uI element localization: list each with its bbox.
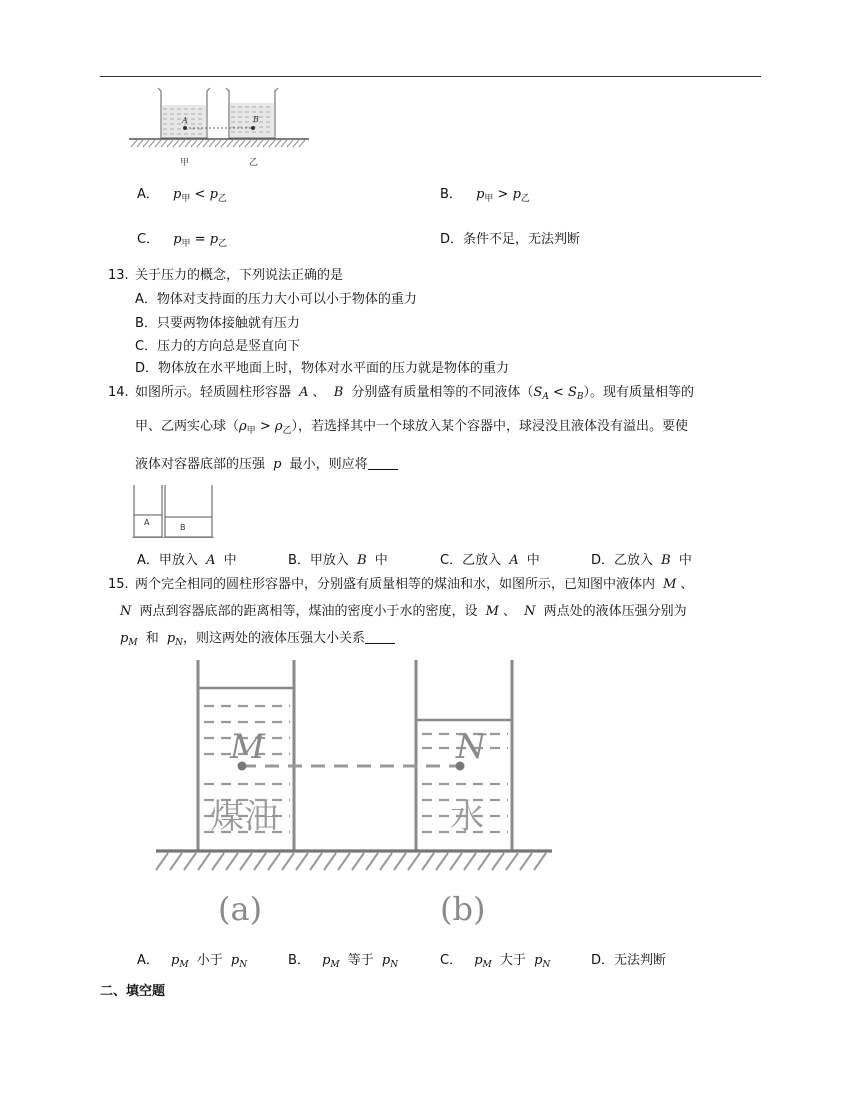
option-text: 无法判断 xyxy=(614,953,667,968)
text-run: 和 xyxy=(145,631,159,646)
math-symbol: p xyxy=(173,187,182,202)
option-text: 小于 xyxy=(196,953,223,968)
math-subscript: M xyxy=(330,960,340,970)
math-subscript: 甲 xyxy=(181,239,191,249)
math-subscript: 乙 xyxy=(282,426,292,436)
text-run: 、 xyxy=(680,577,694,592)
q12-option-a[interactable] xyxy=(137,186,227,208)
math-operator: < xyxy=(194,187,206,202)
q15-point-n-label: N xyxy=(456,727,486,767)
math-subscript: A xyxy=(542,392,549,402)
math-subscript: N xyxy=(542,960,551,970)
option-key: A． xyxy=(137,187,159,202)
math-var: M xyxy=(485,604,499,619)
q12-option-b[interactable] xyxy=(440,186,530,208)
q14-line-3 xyxy=(135,456,398,474)
option-text: 大于 xyxy=(499,953,526,968)
math-subscript: 甲 xyxy=(246,426,256,436)
math-var: B xyxy=(333,385,344,400)
math-symbol: p xyxy=(171,953,180,968)
math-subscript: 乙 xyxy=(217,194,227,204)
math-subscript: 甲 xyxy=(484,194,494,204)
option-key: A． xyxy=(137,953,159,968)
q15-number: 15. xyxy=(108,577,129,592)
q15-caption-a: (a) xyxy=(218,890,263,928)
math-var: A xyxy=(206,553,216,568)
section-title: 二、填空题 xyxy=(100,984,166,999)
text-run: 如图所示。轻质圆柱形容器 xyxy=(135,385,292,400)
math-var: N xyxy=(120,604,132,619)
q12-caption-jia: 甲 xyxy=(180,158,190,168)
option-text: 甲放入 xyxy=(309,553,349,568)
q15-line-3 xyxy=(120,630,395,652)
option-key: B． xyxy=(288,553,310,568)
option-key: D． xyxy=(591,553,615,568)
q15-caption-b: (b) xyxy=(440,890,486,928)
math-subscript: M xyxy=(179,960,189,970)
math-subscript: M xyxy=(128,638,138,648)
answer-blank[interactable] xyxy=(365,630,395,644)
header-rule xyxy=(100,76,761,77)
option-text: 等于 xyxy=(347,953,374,968)
text-run: ，则这两处的液体压强大小关系 xyxy=(183,631,366,646)
math-operator: = xyxy=(194,232,206,247)
option-key: C． xyxy=(440,953,463,968)
math-symbol: p xyxy=(474,953,483,968)
option-key: C． xyxy=(440,553,463,568)
option-text: 中 xyxy=(678,553,692,568)
text-run: 、 xyxy=(502,604,516,619)
q12-beakers-figure xyxy=(125,82,315,172)
math-var: A xyxy=(299,385,309,400)
q13-number: 13. xyxy=(108,268,129,283)
q14-container-a-label: A xyxy=(144,518,150,527)
option-key: B． xyxy=(440,187,462,202)
q12-point-b-label: B xyxy=(253,115,259,124)
q13-option-b[interactable]: B．只要两物体接触就有压力 xyxy=(135,316,300,331)
text-run: 、 xyxy=(312,385,326,400)
option-text: 乙放入 xyxy=(614,553,654,568)
q12-option-c[interactable] xyxy=(137,231,227,253)
q12-option-d[interactable] xyxy=(440,231,580,249)
q13-option-d[interactable]: D．物体放在水平地面上时，物体对水平面的压力就是物体的重力 xyxy=(135,361,510,376)
text-run: 两点到容器底部的距离相等，煤油的密度小于水的密度，设 xyxy=(139,604,478,619)
math-symbol: p xyxy=(166,631,176,646)
math-symbol: p xyxy=(120,631,129,646)
math-symbol: p xyxy=(534,953,543,968)
math-var: p xyxy=(273,457,282,472)
q15-line-1 xyxy=(135,576,693,594)
math-symbol: p xyxy=(230,953,240,968)
math-var: B xyxy=(661,553,671,568)
math-symbol: p xyxy=(512,187,521,202)
math-subscript: 甲 xyxy=(181,194,191,204)
text-run: 甲、乙两实心球（ xyxy=(135,419,240,434)
math-subscript: 乙 xyxy=(218,239,228,249)
q15-option-d[interactable] xyxy=(591,952,666,970)
q14-option-b[interactable] xyxy=(288,552,388,570)
option-text: 甲放入 xyxy=(158,553,198,568)
q13-option-a[interactable]: A．物体对支持面的压力大小可以小于物体的重力 xyxy=(135,292,417,307)
option-text: 乙放入 xyxy=(462,553,502,568)
option-key: D． xyxy=(440,232,464,247)
math-symbol: ρ xyxy=(274,419,283,434)
q14-containers-figure xyxy=(132,485,216,539)
q15-containers-figure xyxy=(150,658,560,930)
option-text: 条件不足，无法判断 xyxy=(463,232,581,247)
math-var: M xyxy=(663,577,677,592)
q12-point-a-label: A xyxy=(182,116,188,125)
q14-container-b-label: B xyxy=(180,523,186,532)
q15-option-b[interactable] xyxy=(288,952,398,974)
math-operator: > xyxy=(497,187,509,202)
option-text: 中 xyxy=(223,553,237,568)
math-subscript: 乙 xyxy=(520,194,530,204)
option-key: C． xyxy=(137,232,160,247)
q15-line-2 xyxy=(120,603,687,621)
text-run: ），若选择其中一个球放入某个容器中，球浸没且液体没有溢出。要使 xyxy=(291,419,689,434)
q14-option-a[interactable] xyxy=(137,552,237,570)
math-subscript: N xyxy=(390,960,399,970)
option-text: 中 xyxy=(526,553,540,568)
q14-option-d[interactable] xyxy=(591,552,692,570)
math-symbol: p xyxy=(209,232,219,247)
math-symbol: p xyxy=(173,232,182,247)
option-key: A． xyxy=(137,553,159,568)
math-subscript: B xyxy=(576,392,584,402)
q13-stem: 关于压力的概念，下列说法正确的是 xyxy=(135,268,344,283)
math-var: B xyxy=(357,553,367,568)
text-run: 最小，则应将 xyxy=(289,457,368,472)
option-key: B． xyxy=(288,953,310,968)
math-symbol: ρ xyxy=(239,419,247,434)
option-text: 中 xyxy=(374,553,388,568)
math-symbol: S xyxy=(533,385,543,400)
q15-point-m-label: M xyxy=(230,727,265,767)
q14-line-1 xyxy=(135,384,694,406)
math-operator: > xyxy=(259,419,271,434)
q12-caption-yi: 乙 xyxy=(249,158,259,168)
q15-liquid-kerosene-label: 煤油 xyxy=(210,797,278,837)
math-subscript: N xyxy=(239,960,248,970)
q13-option-c[interactable]: C．压力的方向总是竖直向下 xyxy=(135,339,301,354)
math-symbol: p xyxy=(381,953,391,968)
math-symbol: p xyxy=(322,953,331,968)
text-run: 液体对容器底部的压强 xyxy=(135,457,266,472)
q15-option-c[interactable] xyxy=(440,952,550,974)
math-symbol: p xyxy=(209,187,218,202)
math-subscript: N xyxy=(175,638,184,648)
text-run: 分别盛有质量相等的不同液体（ xyxy=(351,385,534,400)
text-run: ）。现有质量相等的 xyxy=(583,385,695,400)
math-var: N xyxy=(524,604,536,619)
q15-option-a[interactable] xyxy=(137,952,247,974)
math-subscript: M xyxy=(482,960,492,970)
answer-blank[interactable] xyxy=(368,456,398,470)
math-operator: < xyxy=(552,385,564,400)
q14-line-2 xyxy=(135,418,688,440)
q14-option-c[interactable] xyxy=(440,552,540,570)
text-run: 两点处的液体压强分别为 xyxy=(543,604,687,619)
q15-liquid-water-label: 水 xyxy=(450,797,484,837)
text-run: 两个完全相同的圆柱形容器中，分别盛有质量相等的煤油和水，如图所示，已知图中液体内 xyxy=(135,577,656,592)
math-symbol: p xyxy=(476,187,485,202)
math-symbol: S xyxy=(568,385,577,400)
q14-number: 14. xyxy=(108,385,129,400)
option-key: D． xyxy=(591,953,615,968)
math-var: A xyxy=(509,553,519,568)
